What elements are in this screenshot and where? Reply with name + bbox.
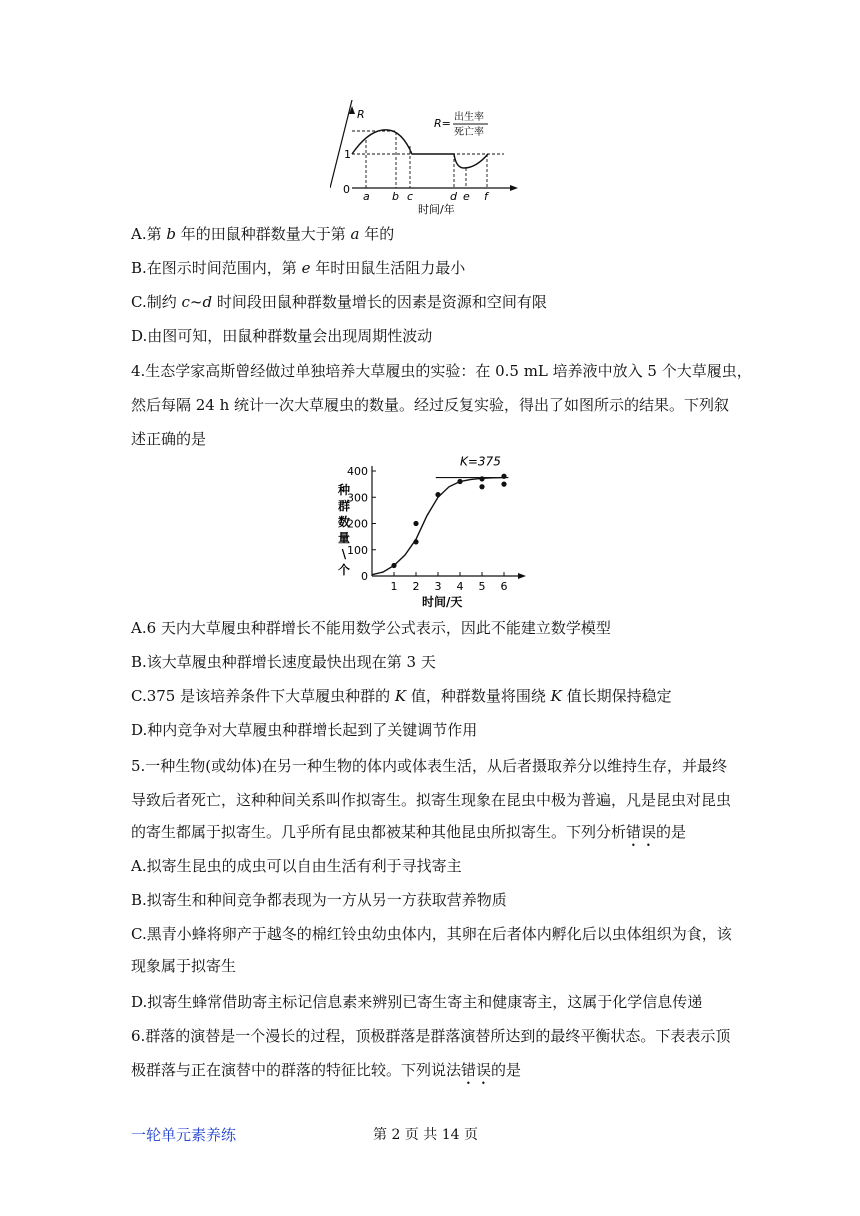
y-axis-label-char: 种 (337, 483, 351, 497)
q4-stem-line1: 4.生态学家高斯曾经做过单独培养大草履虫的实验：在 0.5 mL 培养液中放入 5 个大草履虫， (131, 362, 752, 380)
q5-stem-line3: 的寄生都属于拟寄生。几乎所有昆虫都被某种其他昆虫所拟寄生。下列分析错误的是 (131, 823, 687, 841)
k-label: K=375 (460, 456, 501, 469)
y-axis-label-char: 群 (337, 499, 351, 513)
y-tick-label: 400 (347, 465, 368, 478)
y-axis-label-char: 量 (337, 531, 351, 545)
q5-option-d: D.拟寄生蜂常借助寄主标记信息素来辨别已寄生寄主和健康寄主，这属于化学信息传递 (131, 993, 703, 1011)
data-point (457, 479, 462, 484)
y-axis (330, 100, 352, 188)
data-point (479, 476, 484, 481)
y-tick-label: 200 (347, 517, 368, 531)
x-tick-f: f (484, 190, 488, 203)
y-axis-label-char: 个 (337, 563, 351, 577)
x-axis-label: 时间/年 (418, 203, 455, 216)
data-point (391, 563, 396, 568)
q4-stem-line2: 然后每隔 24 h 统计一次大草履虫的数量。经过反复实验，得出了如图所示的结果。下列叙 (131, 396, 730, 414)
emphasis-wrong: 错误 (461, 1061, 492, 1079)
data-point (413, 521, 418, 526)
x-tick-label: 5 (478, 580, 486, 593)
formula-prefix: R= (434, 117, 451, 130)
formula-numerator: 出生率 (454, 112, 484, 123)
y-axis-label-char: \ (341, 547, 347, 561)
data-point (413, 539, 418, 544)
data-point (479, 484, 484, 489)
q3-option-a: A.第 b 年的田鼠种群数量大于第 a 年的 (131, 225, 395, 243)
x-tick-a: a (363, 190, 370, 203)
y-tick-label: 300 (347, 491, 368, 505)
growth-chart (330, 456, 540, 612)
q4-option-b: B.该大草履虫种群增长速度最快出现在第 3 天 (131, 653, 436, 671)
x-tick-label: 6 (500, 580, 508, 593)
x-tick-c: c (407, 190, 414, 203)
footer-series-title: 一轮单元素养练 (131, 1126, 237, 1144)
y-tick-label: 100 (347, 543, 368, 557)
q5-option-c-line2: 现象属于拟寄生 (131, 957, 237, 975)
q6-stem-line1: 6.群落的演替是一个漫长的过程，顶极群落是群落演替所达到的最终平衡状态。下表表示顶 (131, 1027, 731, 1045)
origin-label: 0 (343, 183, 350, 196)
q4-option-c: C.375 是该培养条件下大草履虫种群的 K 值，种群数量将围绕 K 值长期保持稳定 (131, 687, 672, 705)
x-tick-label: 3 (434, 580, 442, 593)
q3-option-d: D.由图可知，田鼠种群数量会出现周期性波动 (131, 327, 433, 345)
q5-option-b: B.拟寄生和种间竞争都表现为一方从另一方获取营养物质 (131, 891, 507, 909)
x-axis-arrow (518, 573, 526, 579)
x-axis-arrow (510, 185, 518, 191)
x-tick-label: 4 (456, 580, 464, 593)
q4-option-d: D.种内竞争对大草履虫种群增长起到了关键调节作用 (131, 721, 478, 739)
q6-stem-line2: 极群落与正在演替中的群落的特征比较。下列说法错误的是 (131, 1061, 522, 1079)
x-tick-b: b (392, 190, 399, 203)
q3-option-c: C.制约 c~d 时间段田鼠种群数量增长的因素是资源和空间有限 (131, 293, 547, 311)
x-tick-label: 1 (390, 580, 398, 593)
data-point (501, 482, 506, 487)
q5-option-c-line1: C.黑青小蜂将卵产于越冬的棉红铃虫幼虫体内，其卵在后者体内孵化后以虫体组织为食，该 (131, 925, 732, 943)
q4-option-a: A.6 天内大草履虫种群增长不能用数学公式表示，因此不能建立数学模型 (131, 619, 611, 637)
figure-r-ratio (330, 100, 530, 220)
q4-stem-line3: 述正确的是 (131, 430, 207, 448)
y-axis-label: R (357, 108, 365, 121)
x-axis-label: 时间/天 (422, 595, 463, 609)
q5-stem-line1: 5.一种生物(或幼体)在另一种生物的体内或体表生活，从后者摄取养分以维持生存，并最终 (131, 757, 728, 775)
x-tick-d: d (450, 190, 457, 203)
y-tick-label: 0 (361, 570, 368, 583)
footer-page-number: 第 2 页 共 14 页 (373, 1127, 478, 1143)
q5-option-a: A.拟寄生昆虫的成虫可以自由生活有利于寻找寄主 (131, 857, 462, 875)
q5-stem-line2: 导致后者死亡，这种种间关系叫作拟寄生。拟寄生现象在昆虫中极为普遍，凡是昆虫对昆虫 (131, 791, 732, 809)
y-tick-1: 1 (344, 148, 351, 161)
emphasis-wrong: 错误 (626, 823, 657, 841)
data-point (501, 474, 506, 479)
formula-denominator: 死亡率 (454, 127, 484, 138)
q3-option-b: B.在图示时间范围内，第 e 年时田鼠生活阻力最小 (131, 259, 466, 277)
x-tick-e: e (463, 190, 470, 203)
y-axis-label-char: 数 (337, 515, 351, 529)
x-tick-label: 2 (412, 580, 420, 593)
data-point (435, 492, 440, 497)
